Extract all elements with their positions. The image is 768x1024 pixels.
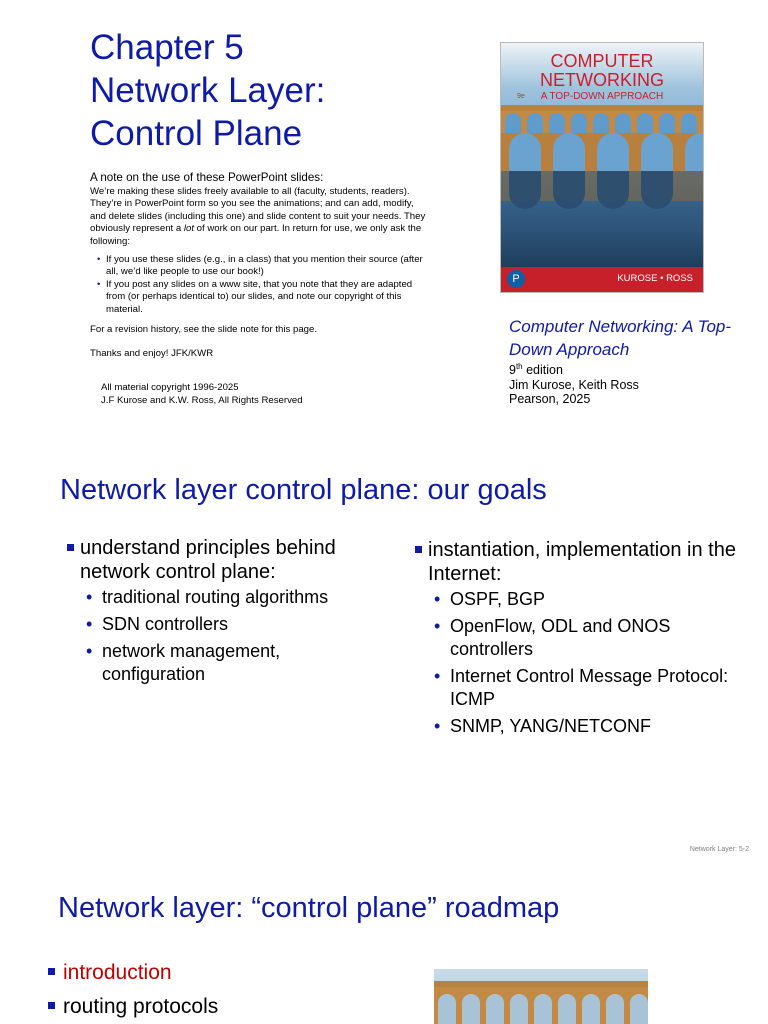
sub-bullet: • network management, configuration [60,640,380,686]
roadmap-item-current: introduction [48,956,218,990]
book-authors: Jim Kurose, Keith Ross [509,377,639,392]
usage-note-text: We’re making these slides freely available to all (faculty, students, readers). They’re in PowerPoint form so you see the animations; and can add, modify, and delete slides (including this one) and slide content to suit your needs. They obviously represent a [90,185,426,235]
aqueduct-image [434,969,648,1024]
chapter-title [90,26,325,155]
slide-divider [0,435,768,449]
usage-note-bullet: • If you post any slides on a www site, that you note that they are adapted from (or perhaps identical to) our slides, and note our copyright of this material. [106,279,430,317]
sub-bullet: • OSPF, BGP [408,588,758,611]
usage-note-italic: lot [183,223,194,235]
sub-bullet-list [60,586,380,686]
copyright-line: All material copyright 1996-2025 [101,382,239,393]
left-column [60,536,380,690]
page-number: Network Layer: 5-2 [689,846,749,853]
chapter-title-line: Network Layer: [90,71,326,110]
thanks-note: Thanks and enjoy! JFK/KWR [90,348,214,360]
book-publisher: Pearson, 2025 [509,392,591,407]
roadmap-item: routing protocols [48,990,218,1024]
usage-note-heading: A note on the use of these PowerPoint slides: [90,171,324,184]
slide-title: Network layer: “control plane” roadmap [58,892,560,924]
sub-bullet: • traditional routing algorithms [60,586,380,609]
main-bullet: understand principles behind network control plane: [60,536,380,584]
usage-note-body [90,186,430,249]
chapter-title-line: Control Plane [90,114,303,153]
cover-edition-mark: 9e [517,93,525,100]
cover-subtitle: A TOP-DOWN APPROACH [540,91,664,102]
main-bullet: instantiation, implementation in the Internet: [408,538,758,586]
sub-bullet: • SDN controllers [60,613,380,636]
book-info [509,360,639,407]
pearson-logo-icon: P [507,270,525,288]
cover-title-line: NETWORKING [540,70,664,90]
book-title: Computer Networking: A Top-Down Approach [509,317,732,359]
title-slide [0,0,768,435]
slide-title: Network layer control plane: our goals [60,474,547,506]
chapter-title-line: Chapter 5 [90,28,244,67]
usage-note-text: of work on our part. In return for use, we only ask the following: [90,223,422,247]
copyright-line: J.F Kurose and K.W. Ross, All Rights Reserved [101,394,303,406]
edition-word: edition [522,363,563,378]
roadmap-list [48,956,218,1024]
roadmap-slide [0,878,768,1024]
aqueduct-illustration [434,969,648,1024]
usage-note-bullet: • If you use these slides (e.g., in a class) that you mention their source (after all, we’d like people to use our book!) [106,254,430,279]
sub-bullet-list [408,588,758,738]
cover-title [501,52,703,90]
slide-divider [0,864,768,878]
copyright [101,382,303,407]
usage-note-bullets [90,254,430,317]
sub-bullet: • SNMP, YANG/NETCONF [408,715,758,738]
revision-note: For a revision history, see the slide note for this page. [90,323,317,335]
edition-number: 9 [509,363,516,378]
usage-note [90,172,430,361]
edition-suffix: th [515,362,523,371]
right-column [408,538,758,742]
sub-bullet: • Internet Control Message Protocol: ICMP [408,665,758,711]
book-edition [509,360,639,378]
cover-authors: KUROSE • ROSS [617,273,693,284]
goals-slide [0,450,768,864]
cover-title-line: COMPUTER [550,51,654,71]
book-cover-image [500,42,704,293]
sub-bullet: • OpenFlow, ODL and ONOS controllers [408,615,758,661]
